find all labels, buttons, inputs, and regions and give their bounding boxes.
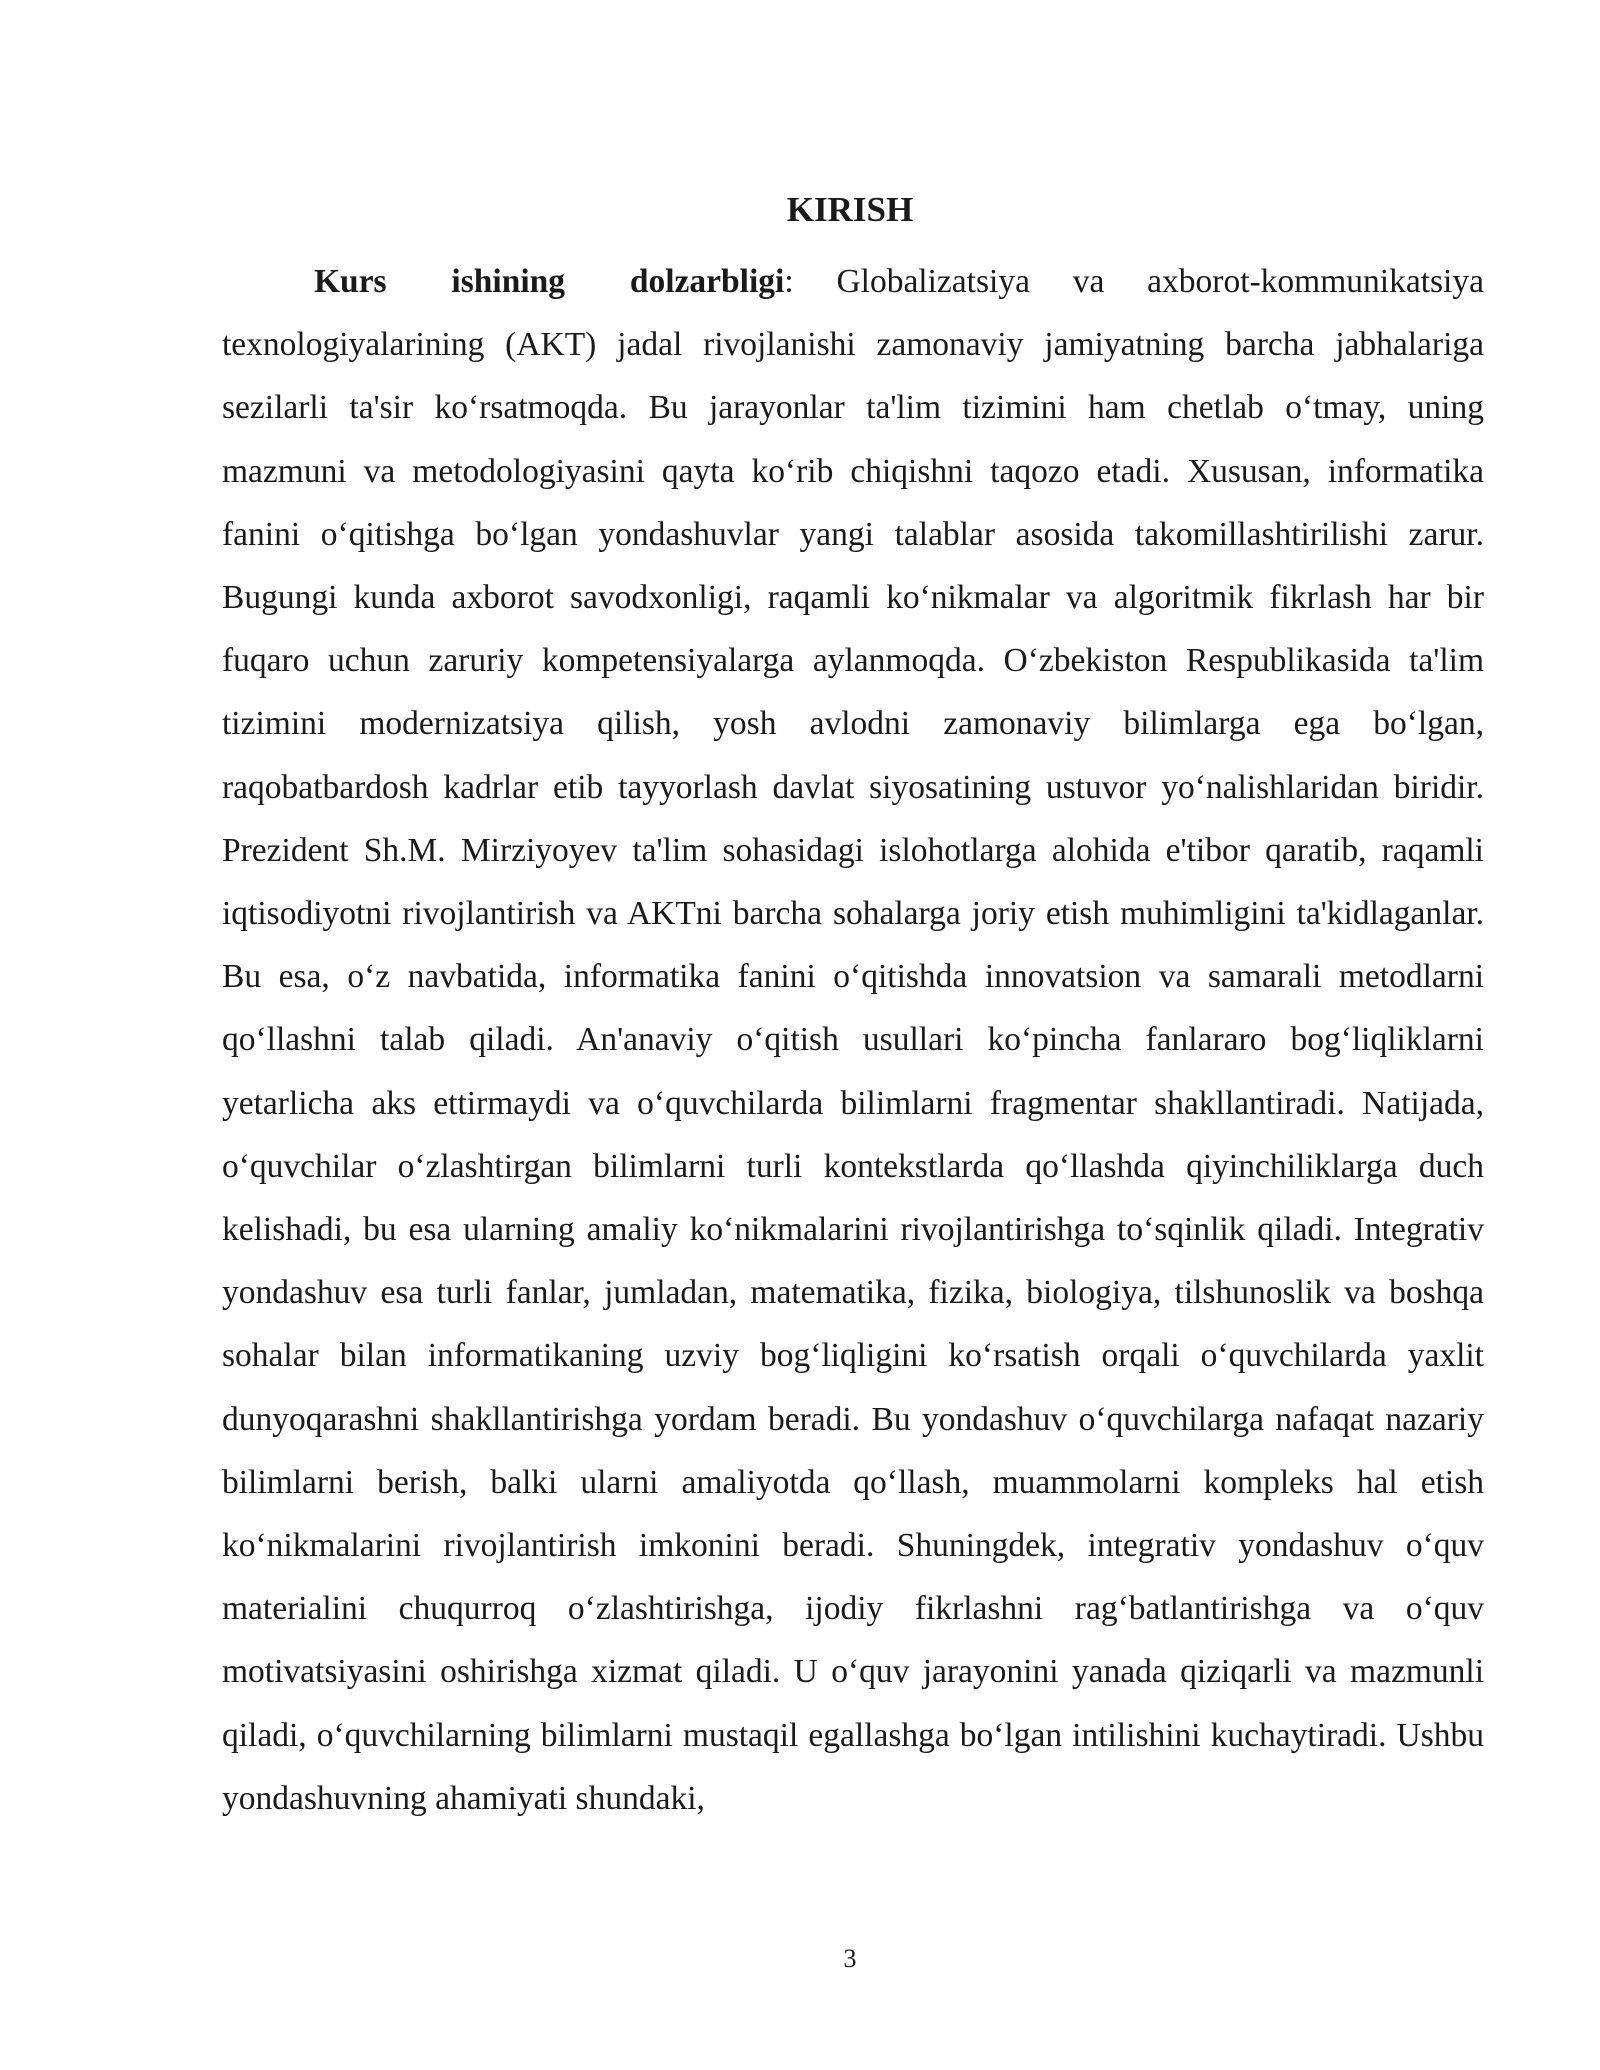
lead-label: Kurs ishining dolzarbligi [314, 263, 785, 300]
paragraph-text: Globalizatsiya va axborot-kommunikatsiya texnologiyalarining (AKT) jadal rivojlanishi zamonaviy jamiyatning barcha jabhalariga sezilarli ta'sir ko‘rsatmoqda. Bu jarayonlar ta'lim tizimini ham chetlab o‘tmay, uning mazmuni va metodologiyasini qayta ko‘rib chiqishni taqozo etadi. Xususan, informatika fanini o‘qitishga bo‘lgan yondashuvlar yangi talablar asosida takomillashtirilishi zarur. Bugungi kunda axborot savodxonligi, raqamli ko‘nikmalar va algoritmik fikrlash har bir fuqaro uchun zaruriy kompetensiyalarga aylanmoqda. O‘zbekiston Respublikasida ta'lim tizimini modernizatsiya qilish, yosh avlodni zamonaviy bilimlarga ega bo‘lgan, raqobatbardosh kadrlar etib tayyorlash davlat siyosatining ustuvor yo‘nalishlaridan biridir. Prezident Sh.M. Mirziyoyev ta'lim sohasidagi islohotlarga alohida e'tibor qaratib, raqamli iqtisodiyotni rivojlantirish va AKTni barcha sohalarga joriy etish muhimligini ta'kidlaganlar. Bu esa, o‘z navbatida, informatika fanini o‘qitishda innovatsion va samarali metodlarni qo‘llashni talab qiladi. An'anaviy o‘qitish usullari ko‘pincha fanlararo bog‘liqliklarni yetarlicha aks ettirmaydi va o‘quvchilarda bilimlarni fragmentar shakllantiradi. Natijada, o‘quvchilar o‘zlashtirgan bilimlarni turli kontekstlarda qo‘llashda qiyinchiliklarga duch kelishadi, bu esa ularning amaliy ko‘nikmalarini rivojlantirishga to‘sqinlik qiladi. Integrativ yondashuv esa turli fanlar, jumladan, matematika, fizika, biologiya, tilshunoslik va boshqa sohalar bilan informatikaning uzviy bog‘liqligini ko‘rsatish orqali o‘quvchilarda yaxlit dunyoqarashni shakllantirishga yordam beradi. Bu yondashuv o‘quvchilarga nafaqat nazariy bilimlarni berish, balki ularni amaliyotda qo‘llash, muammolarni kompleks hal etish ko‘nikmalarini rivojlantirish imkonini beradi. Shuningdek, integrativ yondashuv o‘quv materialini chuqurroq o‘zlashtirishga, ijodiy fikrlashni rag‘batlantirishga va o‘quv motivatsiyasini oshirishga xizmat qiladi. U o‘quv jarayonini yanada qiziqarli va mazmunli qiladi, o‘quvchilarning bilimlarni mustaqil egallashga bo‘lgan intilishini kuchaytiradi. Ushbu yondashuvning ahamiyati shundaki, [222, 263, 1484, 1817]
body-paragraph [222, 250, 1484, 1830]
page-title: KIRISH [786, 190, 914, 229]
lead-colon: : [784, 263, 794, 300]
page-number: 3 [843, 1944, 857, 1973]
